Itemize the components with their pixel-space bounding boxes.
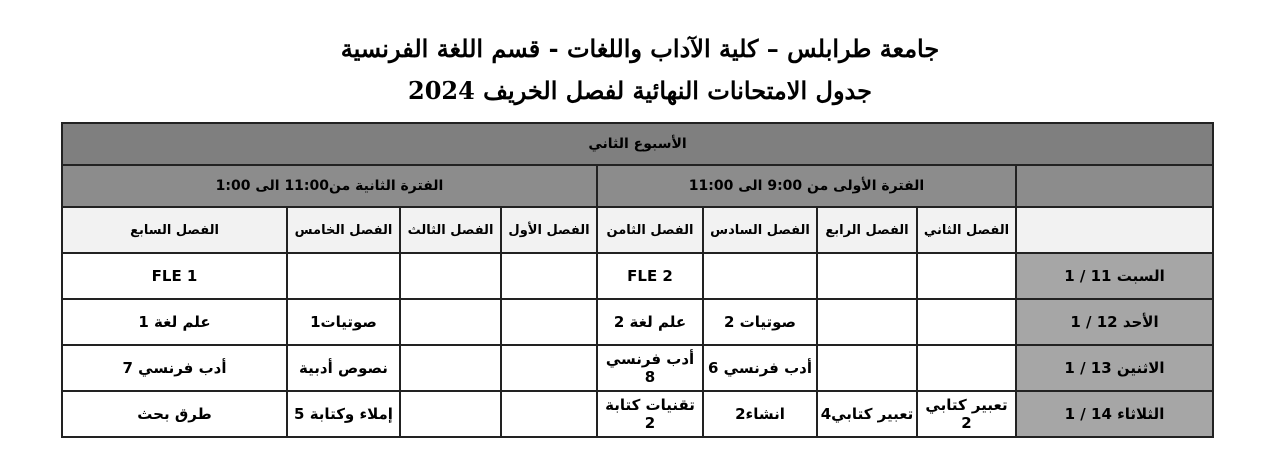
day-cell: الأحد 12 / 1 xyxy=(1016,299,1213,345)
page-header xyxy=(0,32,1280,108)
table-row xyxy=(62,391,1213,437)
exam-cell xyxy=(917,345,1016,391)
period-1-header: الفترة الأولى من 9:00 الى 11:00 xyxy=(597,165,1016,207)
class-header: الفصل الثاني xyxy=(917,207,1016,253)
exam-cell: تقنيات كتابة 2 xyxy=(597,391,703,437)
exam-cell: علم لغة 2 xyxy=(597,299,703,345)
schedule-table-wrapper xyxy=(61,122,1214,438)
class-header: الفصل السادس xyxy=(703,207,817,253)
day-cell: السبت 11 / 1 xyxy=(1016,253,1213,299)
exam-cell: FLE 1 xyxy=(62,253,287,299)
schedule-title: جدول الامتحانات النهائية لفصل الخريف 2024 xyxy=(408,76,872,105)
exam-cell xyxy=(501,299,597,345)
exam-cell: إملاء وكتابة 5 xyxy=(287,391,400,437)
classes-corner-cell xyxy=(1016,207,1213,253)
exam-cell: تعبير كتابي 2 xyxy=(917,391,1016,437)
exam-cell: أدب فرنسي 6 xyxy=(703,345,817,391)
exam-cell: انشاء2 xyxy=(703,391,817,437)
exam-cell: صوتيات 2 xyxy=(703,299,817,345)
exam-cell xyxy=(400,345,501,391)
exam-cell xyxy=(287,253,400,299)
class-header: الفصل الثالث xyxy=(400,207,501,253)
table-row xyxy=(62,253,1213,299)
exam-cell xyxy=(501,391,597,437)
university-title: جامعة طرابلس – كلية الآداب واللغات - قسم اللغة الفرنسية xyxy=(340,34,940,63)
exam-cell xyxy=(703,253,817,299)
class-header: الفصل الثامن xyxy=(597,207,703,253)
table-row xyxy=(62,299,1213,345)
period-2-header: الفترة الثانية من11:00 الى 1:00 xyxy=(62,165,597,207)
class-header: الفصل الأول xyxy=(501,207,597,253)
exam-cell: أدب فرنسي 7 xyxy=(62,345,287,391)
exam-cell xyxy=(817,253,917,299)
exam-cell xyxy=(501,345,597,391)
exam-cell xyxy=(400,253,501,299)
week-title: الأسبوع الثاني xyxy=(62,123,1213,165)
class-header: الفصل الرابع xyxy=(817,207,917,253)
day-cell: الاثنين 13 / 1 xyxy=(1016,345,1213,391)
exam-cell: طرق بحث xyxy=(62,391,287,437)
exam-cell xyxy=(817,345,917,391)
exam-cell xyxy=(400,391,501,437)
exam-cell xyxy=(917,299,1016,345)
exam-cell xyxy=(501,253,597,299)
exam-schedule-table xyxy=(61,122,1214,438)
class-header: الفصل الخامس xyxy=(287,207,400,253)
exam-cell xyxy=(817,299,917,345)
exam-cell: تعبير كتابي4 xyxy=(817,391,917,437)
table-row xyxy=(62,345,1213,391)
exam-cell: صوتيات1 xyxy=(287,299,400,345)
day-cell: الثلاثاء 14 / 1 xyxy=(1016,391,1213,437)
exam-cell: نصوص أدبية xyxy=(287,345,400,391)
exam-cell: علم لغة 1 xyxy=(62,299,287,345)
exam-cell: أدب فرنسي 8 xyxy=(597,345,703,391)
class-header: الفصل السابع xyxy=(62,207,287,253)
exam-cell xyxy=(400,299,501,345)
period-corner-cell xyxy=(1016,165,1213,207)
exam-cell xyxy=(917,253,1016,299)
exam-cell: FLE 2 xyxy=(597,253,703,299)
